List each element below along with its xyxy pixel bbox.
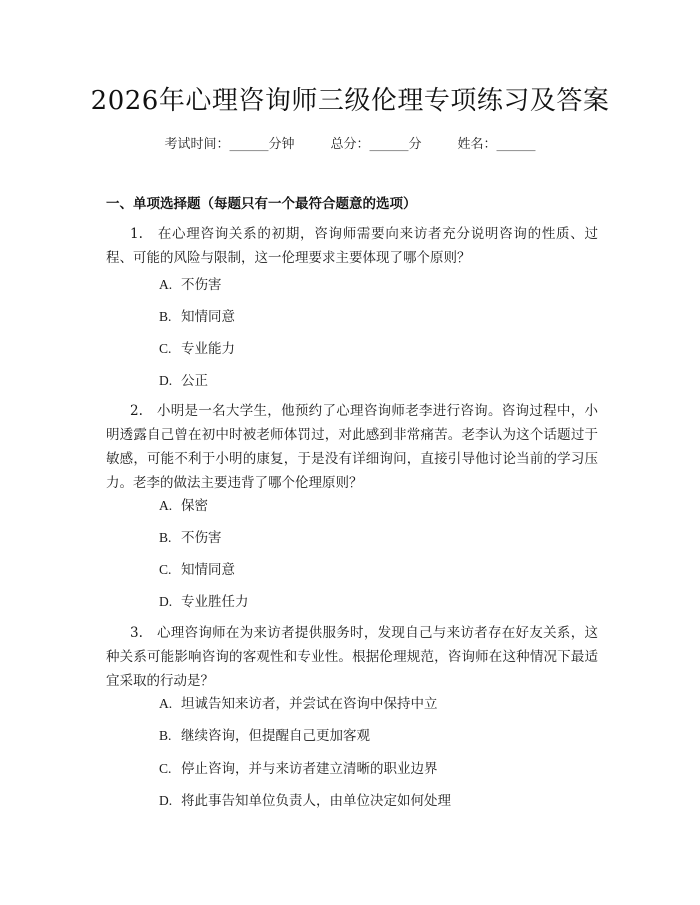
question-2-stem: 2. 小明是一名大学生，他预约了心理咨询师老李进行咨询。咨询过程中，小明透露自己曾在初中时被老师体罚过，对此感到非常痛苦。老李认为这个话题过于敏感，可能不利于小明的康复，于是没有详细询问，直接引导他讨论当前的学习压力。老李的做法主要违背了哪个伦理原则？ [106, 403, 598, 491]
question-2-option-c [159, 560, 235, 580]
option-letter: C. [159, 341, 172, 356]
question-1-option-c [159, 339, 235, 359]
option-letter: B. [159, 530, 172, 545]
option-text: 保密 [181, 498, 208, 514]
question-3-option-b [159, 726, 370, 746]
question-1-option-d [159, 371, 208, 391]
document-title: 2026年心理咨询师三级伦理专项练习及答案 [90, 86, 610, 116]
question-3-option-a [159, 694, 438, 714]
option-letter: C. [159, 562, 172, 577]
question-1-option-a [159, 275, 222, 295]
total-score-field: 总分：______分 [330, 137, 422, 152]
option-text: 不伤害 [181, 277, 222, 293]
exam-meta-line [0, 133, 700, 152]
option-text: 不伤害 [181, 530, 222, 546]
option-text: 公正 [181, 373, 208, 389]
option-letter: C. [159, 761, 172, 776]
option-letter: D. [159, 793, 173, 808]
option-text: 停止咨询，并与来访者建立清晰的职业边界 [181, 761, 438, 777]
question-3-option-c [159, 759, 438, 779]
option-text: 知情同意 [181, 309, 235, 325]
section-heading: 一、单项选择题（每题只有一个最符合题意的选项） [106, 196, 417, 212]
option-text: 将此事告知单位负责人，由单位决定如何处理 [181, 793, 451, 809]
option-text: 坦诚告知来访者，并尝试在咨询中保持中立 [181, 696, 438, 712]
option-letter: B. [159, 728, 172, 743]
exam-time-field: 考试时间：______分钟 [164, 137, 295, 152]
question-2-option-b [159, 528, 222, 548]
option-letter: A. [159, 498, 173, 513]
option-letter: B. [159, 309, 172, 324]
question-2-option-d [159, 592, 249, 612]
question-3-option-d [159, 791, 451, 811]
name-field: 姓名：______ [457, 137, 536, 152]
option-text: 知情同意 [181, 562, 235, 578]
option-text: 专业能力 [181, 341, 235, 357]
question-1-option-b [159, 307, 235, 327]
option-text: 专业胜任力 [181, 594, 249, 610]
question-3-stem: 3. 心理咨询师在为来访者提供服务时，发现自己与来访者存在好友关系，这种关系可能影响咨询的客观性和专业性。根据伦理规范，咨询师在这种情况下最适宜采取的行动是？ [106, 625, 598, 689]
question-1-stem: 1. 在心理咨询关系的初期，咨询师需要向来访者充分说明咨询的性质、过程、可能的风险与限制，这一伦理要求主要体现了哪个原则？ [106, 226, 598, 266]
option-letter: A. [159, 696, 173, 711]
option-text: 继续咨询，但提醒自己更加客观 [181, 728, 370, 744]
option-letter: A. [159, 277, 173, 292]
question-2-option-a [159, 496, 208, 516]
option-letter: D. [159, 373, 173, 388]
option-letter: D. [159, 594, 173, 609]
